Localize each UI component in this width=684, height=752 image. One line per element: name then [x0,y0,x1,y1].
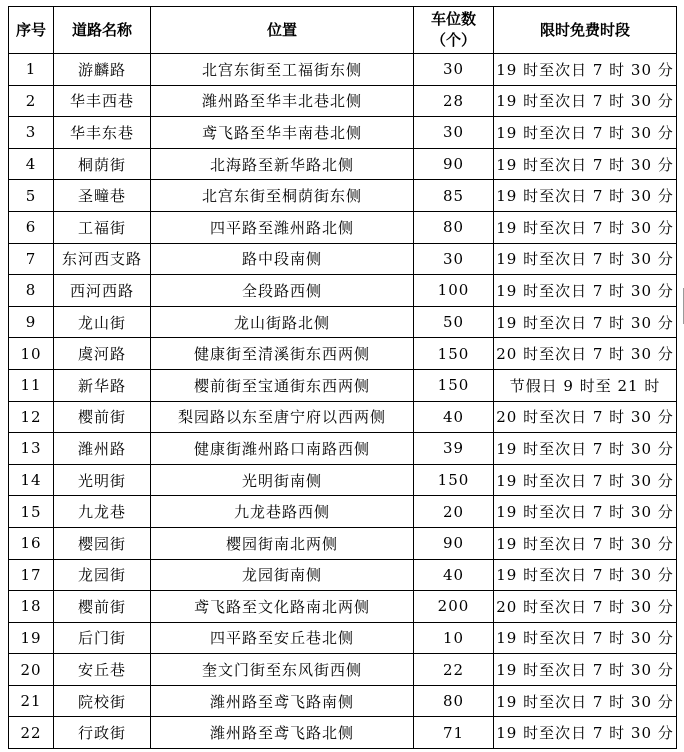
cell-road-name: 西河西路 [54,275,151,307]
cell-free-period: 19 时至次日 7 时 30 分 [494,54,677,86]
cell-road-name: 樱园街 [54,527,151,559]
table-body [9,54,677,749]
cell-location: 樱前街至宝通街东西两侧 [151,369,414,401]
cell-space-count: 80 [414,685,494,717]
cell-space-count: 20 [414,496,494,528]
cell-no: 13 [9,433,54,465]
cell-free-period: 节假日 9 时至 21 时 [494,369,677,401]
cell-free-period: 19 时至次日 7 时 30 分 [494,180,677,212]
cell-location: 樱园街南北两侧 [151,527,414,559]
table-row [9,527,677,559]
cell-location: 路中段南侧 [151,243,414,275]
cell-space-count: 40 [414,401,494,433]
cell-road-name: 游麟路 [54,54,151,86]
cell-road-name: 光明街 [54,464,151,496]
cell-free-period: 19 时至次日 7 时 30 分 [494,685,677,717]
table-row [9,433,677,465]
cell-space-count: 90 [414,148,494,180]
cell-road-name: 行政街 [54,717,151,749]
table-row [9,243,677,275]
cell-free-period: 19 时至次日 7 时 30 分 [494,306,677,338]
cell-road-name: 龙园街 [54,559,151,591]
cell-location: 四平路至潍州路北侧 [151,211,414,243]
table-row [9,306,677,338]
table-row [9,338,677,370]
cell-no: 5 [9,180,54,212]
header-road-name: 道路名称 [54,7,151,54]
cell-space-count: 150 [414,338,494,370]
table-row [9,464,677,496]
table-row [9,622,677,654]
cell-free-period: 19 时至次日 7 时 30 分 [494,622,677,654]
cell-free-period: 19 时至次日 7 时 30 分 [494,211,677,243]
cell-location: 鸢飞路至华丰南巷北侧 [151,117,414,149]
table-row [9,54,677,86]
cell-road-name: 樱前街 [54,591,151,623]
cell-location: 潍州路至鸢飞路北侧 [151,717,414,749]
cell-location: 健康街潍州路口南路西侧 [151,433,414,465]
cell-no: 20 [9,654,54,686]
cell-location: 北海路至新华路北侧 [151,148,414,180]
cell-road-name: 东河西支路 [54,243,151,275]
cell-no: 2 [9,85,54,117]
cell-road-name: 樱前街 [54,401,151,433]
cell-road-name: 安丘巷 [54,654,151,686]
cell-no: 6 [9,211,54,243]
cell-location: 四平路至安丘巷北侧 [151,622,414,654]
cell-no: 9 [9,306,54,338]
cell-location: 奎文门街至东风街西侧 [151,654,414,686]
cell-location: 全段路西侧 [151,275,414,307]
cell-no: 10 [9,338,54,370]
cell-road-name: 后门街 [54,622,151,654]
cell-location: 龙山街路北侧 [151,306,414,338]
cell-location: 潍州路至鸢飞路南侧 [151,685,414,717]
table-row [9,117,677,149]
cell-road-name: 工福街 [54,211,151,243]
cell-free-period: 20 时至次日 7 时 30 分 [494,401,677,433]
cell-location: 光明街南侧 [151,464,414,496]
table-row [9,496,677,528]
cell-no: 4 [9,148,54,180]
cell-road-name: 潍州路 [54,433,151,465]
cell-space-count: 28 [414,85,494,117]
cell-no: 21 [9,685,54,717]
cell-free-period: 19 时至次日 7 时 30 分 [494,433,677,465]
header-space-count-line2: （个） [430,31,476,49]
table-row [9,591,677,623]
parking-table [8,6,677,749]
cell-space-count: 85 [414,180,494,212]
header-no: 序号 [9,7,54,54]
cell-space-count: 90 [414,527,494,559]
header-free-period: 限时免费时段 [494,7,677,54]
cell-location: 鸢飞路至文化路南北两侧 [151,591,414,623]
cell-free-period: 20 时至次日 7 时 30 分 [494,338,677,370]
cell-location: 北宫东街至桐荫街东侧 [151,180,414,212]
cell-location: 龙园街南侧 [151,559,414,591]
header-location: 位置 [151,7,414,54]
cell-no: 16 [9,527,54,559]
cell-space-count: 30 [414,243,494,275]
cell-no: 3 [9,117,54,149]
cell-no: 18 [9,591,54,623]
cell-location: 潍州路至华丰北巷北侧 [151,85,414,117]
table-header [9,7,677,54]
cell-no: 17 [9,559,54,591]
cell-free-period: 19 时至次日 7 时 30 分 [494,275,677,307]
cell-no: 15 [9,496,54,528]
cell-space-count: 150 [414,464,494,496]
table-row [9,654,677,686]
table-row [9,717,677,749]
cell-free-period: 19 时至次日 7 时 30 分 [494,717,677,749]
cell-free-period: 19 时至次日 7 时 30 分 [494,464,677,496]
header-space-count [414,7,494,54]
cell-free-period: 20 时至次日 7 时 30 分 [494,591,677,623]
cell-road-name: 新华路 [54,369,151,401]
cell-space-count: 200 [414,591,494,623]
cell-space-count: 10 [414,622,494,654]
cell-space-count: 71 [414,717,494,749]
header-row [9,7,677,54]
table-row [9,559,677,591]
cell-no: 12 [9,401,54,433]
table-row [9,401,677,433]
cell-free-period: 19 时至次日 7 时 30 分 [494,496,677,528]
cell-road-name: 虞河路 [54,338,151,370]
cell-no: 22 [9,717,54,749]
cell-no: 8 [9,275,54,307]
cell-location: 九龙巷路西侧 [151,496,414,528]
cell-no: 7 [9,243,54,275]
cell-no: 1 [9,54,54,86]
cell-space-count: 80 [414,211,494,243]
cell-no: 14 [9,464,54,496]
cell-road-name: 龙山街 [54,306,151,338]
cell-free-period: 19 时至次日 7 时 30 分 [494,148,677,180]
cell-space-count: 30 [414,54,494,86]
cell-free-period: 19 时至次日 7 时 30 分 [494,559,677,591]
cell-location: 健康街至清溪街东西两侧 [151,338,414,370]
cell-road-name: 九龙巷 [54,496,151,528]
cell-location: 梨园路以东至唐宁府以西两侧 [151,401,414,433]
cell-road-name: 圣疃巷 [54,180,151,212]
cell-free-period: 19 时至次日 7 时 30 分 [494,654,677,686]
cell-free-period: 19 时至次日 7 时 30 分 [494,243,677,275]
header-space-count-line1: 车位数 [430,10,476,28]
cell-no: 11 [9,369,54,401]
table-row [9,369,677,401]
table-row [9,211,677,243]
cell-road-name: 桐荫街 [54,148,151,180]
table-row [9,275,677,307]
table-row [9,180,677,212]
cell-road-name: 华丰东巷 [54,117,151,149]
cell-free-period: 19 时至次日 7 时 30 分 [494,527,677,559]
cell-no: 19 [9,622,54,654]
cell-space-count: 50 [414,306,494,338]
cell-location: 北宫东街至工福街东侧 [151,54,414,86]
table-row [9,148,677,180]
cell-free-period: 19 时至次日 7 时 30 分 [494,117,677,149]
cell-space-count: 100 [414,275,494,307]
table-row [9,685,677,717]
cell-space-count: 30 [414,117,494,149]
cell-space-count: 22 [414,654,494,686]
cell-road-name: 院校街 [54,685,151,717]
cell-space-count: 39 [414,433,494,465]
cell-free-period: 19 时至次日 7 时 30 分 [494,85,677,117]
cell-space-count: 150 [414,369,494,401]
table-row [9,85,677,117]
cell-road-name: 华丰西巷 [54,85,151,117]
cell-space-count: 40 [414,559,494,591]
